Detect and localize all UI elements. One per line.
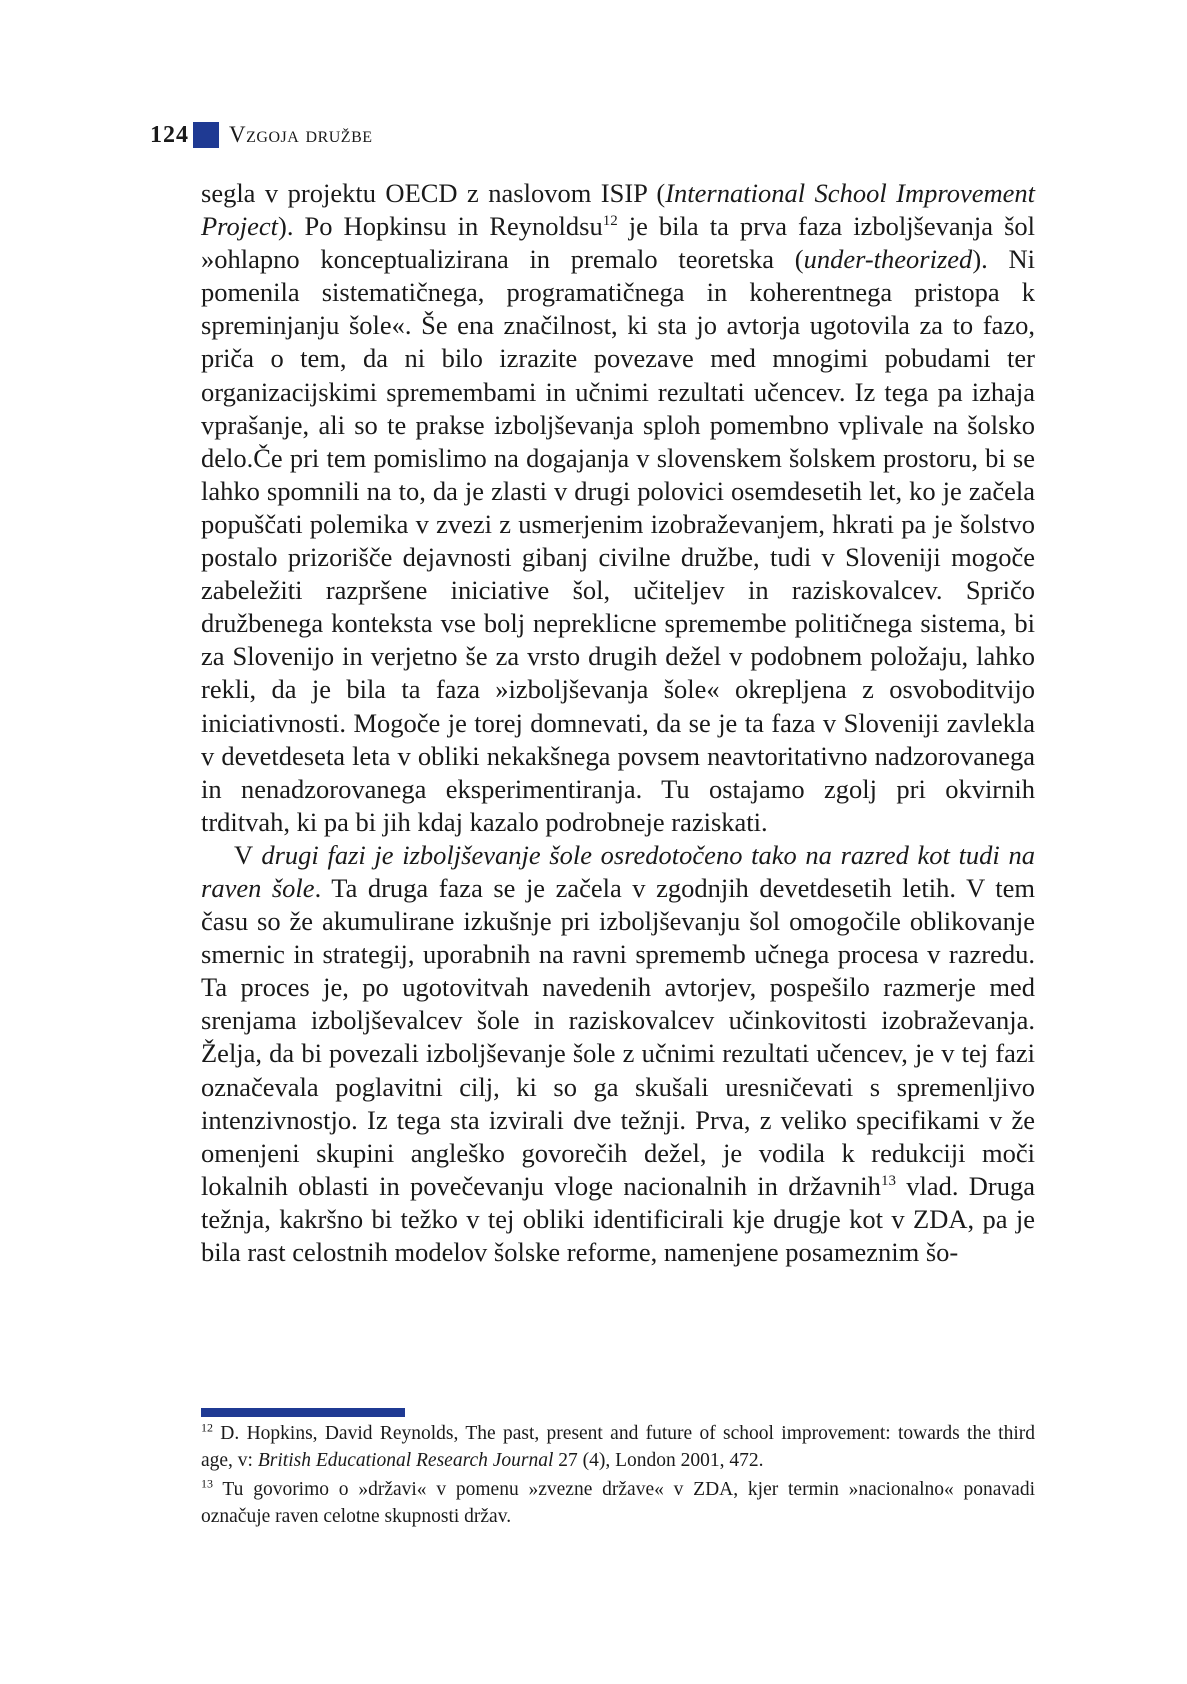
footnote-text: D. Hopkins, David Reynolds, The past, present and future of school improvement: towards the third age, v: (201, 1423, 1035, 1471)
text-segment: segla v projektu OECD z naslovom ISIP ( (201, 178, 666, 208)
footnote-mark: 13 (201, 1476, 213, 1491)
text-segment: je bila ta prva faza izboljševanja šol »ohlapno konceptualizirana in premalo teoretska ( (201, 211, 1035, 275)
page-number: 124 (150, 121, 189, 148)
italic-project-name: International School Improvement Project (201, 178, 1035, 242)
text-segment: V (234, 839, 262, 870)
text-segment: . Ta druga faza se je začela v zgodnjih devetdesetih letih. V tem času so že akumulirane izkušnje pri izboljševanju šol omogočile oblikovanje smernic in strategij, uporabnih na ravni sprememb učnega procesa v razredu. Ta proces je, po ugotovitvah navedenih avtorjev, pospešilo razmerje med srenjama izboljševalcev šole in raziskovalcev učinkovitosti izobraževanja. Želja, da bi povezali izboljševanje šole z učnimi rezultati učencev, je v tej fazi označevala poglavitni cilj, ki so ga skušali uresničevati s spremenljivo intenzivnostjo. Iz tega sta izvirali dve težnji. Prva, z veliko specifikami v že omenjeni skupini angleško govorečih dežel, je vodila k redukciji moči lokalnih oblasti in povečevanju vloge nacionalnih in državnih (201, 872, 1035, 1201)
footnote-text: Tu govorimo o »državi« v pomenu »zvezne države« v ZDA, kjer termin »nacionalno« ponavadi označuje raven celotne skupnosti držav. (201, 1479, 1035, 1527)
text-segment: ). Ni pomenila sistematičnega, programatičnega in koherentnega pristopa k spreminjanju šole«. Še ena značilnost, ki sta jo avtorja ugotovila za to fazo, priča o tem, da ni bilo izrazite povezave med mnogimi pobudami ter organizacijskimi spremembami in učnimi rezultati učencev. Iz tega pa izhaja vprašanje, ali so te prakse izboljševanja sploh pomembno vplivale na šolsko delo.Če pri tem pomislimo na dogajanja v slovenskem šolskem prostoru, bi se lahko spomnili na to, da je zlasti v drugi polovici osemdesetih let, ko je začela popuščati polemika v zvezi z usmerjenim izobraževanjem, hkrati pa je šolstvo postalo prizorišče dejavnosti gibanj civilne družbe, tudi v Sloveniji mogoče zabeležiti razpršene iniciative šol, učiteljev in raziskovalcev. Spričo družbenega konteksta vse bolj nepreklicne spremembe političnega sistema, bi za Slovenijo in verjetno še za vrsto drugih dežel v podobnem položaju, lahko rekli, da je bila ta faza »izboljševanja šole« okrepljena z osvoboditvijo iniciativnosti. Mogoče je torej domnevati, da se je ta faza v Sloveniji zavlekla v devetdeseta leta v obliki nekakšnega povsem neavtoritativno nadzorovanega in nenadzorovanega eksperimentiranja. Tu ostajamo zgolj pri okvirnih trditvah, ki pa bi jih kdaj kazalo podrobneje raziskati. (201, 244, 1035, 837)
paragraph-2 (201, 839, 1035, 1269)
footnotes (201, 1420, 1035, 1532)
italic-term: under-theorized (803, 244, 973, 275)
footnote-ref-13[interactable]: 13 (880, 1172, 896, 1189)
footnote-13 (201, 1476, 1035, 1530)
header-square-marker (193, 122, 219, 148)
text-segment: vlad. Druga težnja, kakršno bi težko v tej obliki identificirali kje drugje kot v ZDA, pa je bila rast celostnih modelov šolske reforme, namenjene posameznim šo- (201, 1170, 1036, 1267)
footnote-text: 27 (4), London 2001, 472. (553, 1450, 764, 1471)
paragraph-1 (201, 177, 1035, 839)
journal-title: British Educational Research Journal (257, 1450, 554, 1471)
running-title: Vzgoja družbe (229, 122, 373, 147)
page-header (150, 120, 373, 150)
footnote-ref-12[interactable]: 12 (602, 213, 618, 230)
footnote-mark: 12 (201, 1420, 213, 1435)
main-text (201, 177, 1035, 1269)
italic-phrase: drugi fazi je izboljševanje šole osredotočeno tako na razred kot tudi na raven šole (201, 839, 1035, 903)
text-segment: ). Po Hopkinsu in Reynoldsu (278, 211, 603, 242)
footnote-rule (201, 1408, 405, 1417)
footnote-12 (201, 1420, 1035, 1474)
